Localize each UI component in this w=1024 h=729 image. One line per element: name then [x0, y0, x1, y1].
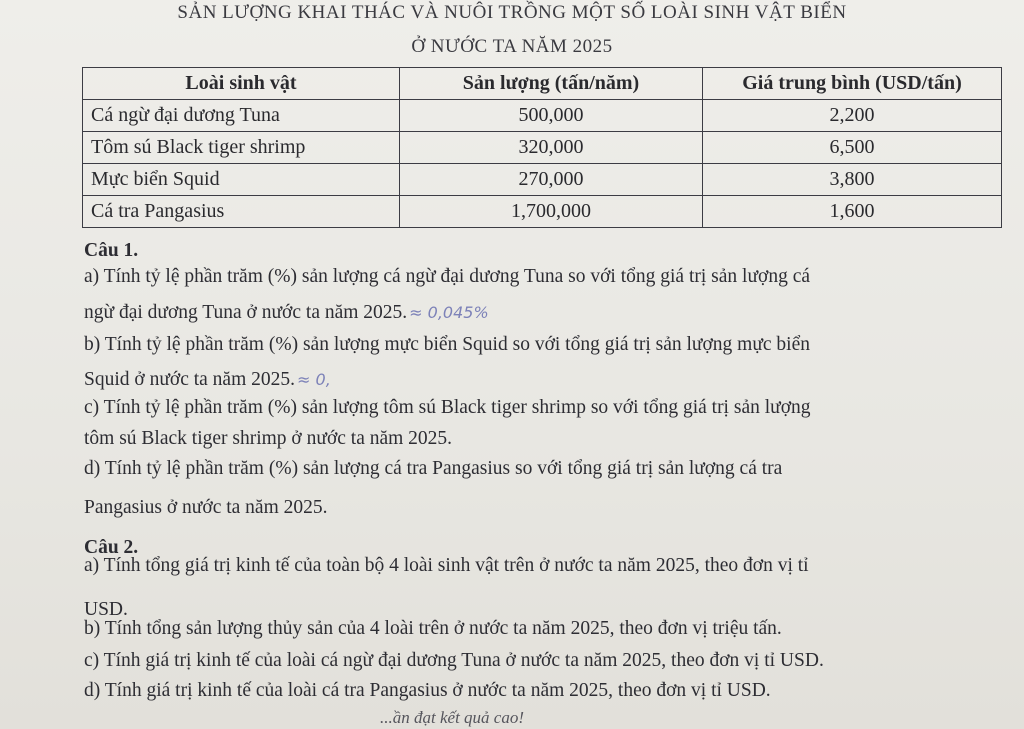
cell-price: 3,800 [703, 164, 1002, 196]
question-1a-line2 [84, 302, 489, 324]
question-2a-line2: USD. [84, 599, 128, 620]
question-1b-line1: b) Tính tỷ lệ phần trăm (%) sản lượng mực biển Squid so với tổng giá trị sản lượng mực biển [84, 334, 810, 355]
question-1a-line1: a) Tính tỷ lệ phần trăm (%) sản lượng cá ngừ đại dương Tuna so với tổng giá trị sản lượng cá [84, 266, 811, 287]
column-header-output: Sản lượng (tấn/năm) [400, 68, 703, 100]
cell-species: Tôm sú Black tiger shrimp [83, 132, 400, 164]
question-2a-line1: a) Tính tổng giá trị kinh tế của toàn bộ 4 loài sinh vật trên ở nước ta năm 2025, theo đơn vị tỉ [84, 555, 809, 576]
cell-price: 2,200 [703, 100, 1002, 132]
question-1c-line1: c) Tính tỷ lệ phần trăm (%) sản lượng tôm sú Black tiger shrimp so với tổng giá trị sản lượng [84, 397, 811, 418]
column-header-species: Loài sinh vật [83, 68, 400, 100]
species-table [82, 67, 1002, 228]
table-row [83, 132, 1002, 164]
cell-species: Cá tra Pangasius [83, 196, 400, 228]
table-header-row [83, 68, 1002, 100]
cell-output: 500,000 [400, 100, 703, 132]
question-1-heading: Câu 1. [84, 240, 139, 261]
handwritten-note-1a: ≈ 0,045% [409, 303, 489, 322]
column-header-price: Giá trung bình (USD/tấn) [703, 68, 1002, 100]
cell-output: 270,000 [400, 164, 703, 196]
question-1c-line2: tôm sú Black tiger shrimp ở nước ta năm 2025. [84, 428, 453, 449]
page-title: SẢN LƯỢNG KHAI THÁC VÀ NUÔI TRỒNG MỘT SỐ LOÀI SINH VẬT BIỂN [177, 2, 847, 23]
question-1d-line2: Pangasius ở nước ta năm 2025. [84, 497, 328, 518]
table-row [83, 164, 1002, 196]
question-2d: d) Tính giá trị kinh tế của loài cá tra Pangasius ở nước ta năm 2025, theo đơn vị tỉ USD. [84, 680, 771, 701]
question-1b-line2 [84, 369, 331, 391]
question-1a-text: ngừ đại dương Tuna ở nước ta năm 2025. [84, 302, 408, 323]
page-title-line2: Ở NƯỚC TA NĂM 2025 [411, 36, 613, 57]
cell-species: Mực biển Squid [83, 164, 400, 196]
question-2b: b) Tính tổng sản lượng thủy sản của 4 loài trên ở nước ta năm 2025, theo đơn vị triệu tấn. [84, 618, 782, 639]
question-1d-line1: d) Tính tỷ lệ phần trăm (%) sản lượng cá tra Pangasius so với tổng giá trị sản lượng cá tra [84, 458, 783, 479]
handwritten-note-1b: ≈ 0, [297, 370, 331, 389]
table-row [83, 196, 1002, 228]
cell-price: 1,600 [703, 196, 1002, 228]
question-2-heading: Câu 2. [84, 537, 139, 558]
question-2c: c) Tính giá trị kinh tế của loài cá ngừ đại dương Tuna ở nước ta năm 2025, theo đơn vị tỉ USD. [84, 650, 824, 671]
cell-species: Cá ngừ đại dương Tuna [83, 100, 400, 132]
table-row [83, 100, 1002, 132]
cell-output: 320,000 [400, 132, 703, 164]
cell-output: 1,700,000 [400, 196, 703, 228]
footer-text: ...ần đạt kết quả cao! [380, 708, 524, 727]
question-1b-text: Squid ở nước ta năm 2025. [84, 369, 296, 390]
cell-price: 6,500 [703, 132, 1002, 164]
